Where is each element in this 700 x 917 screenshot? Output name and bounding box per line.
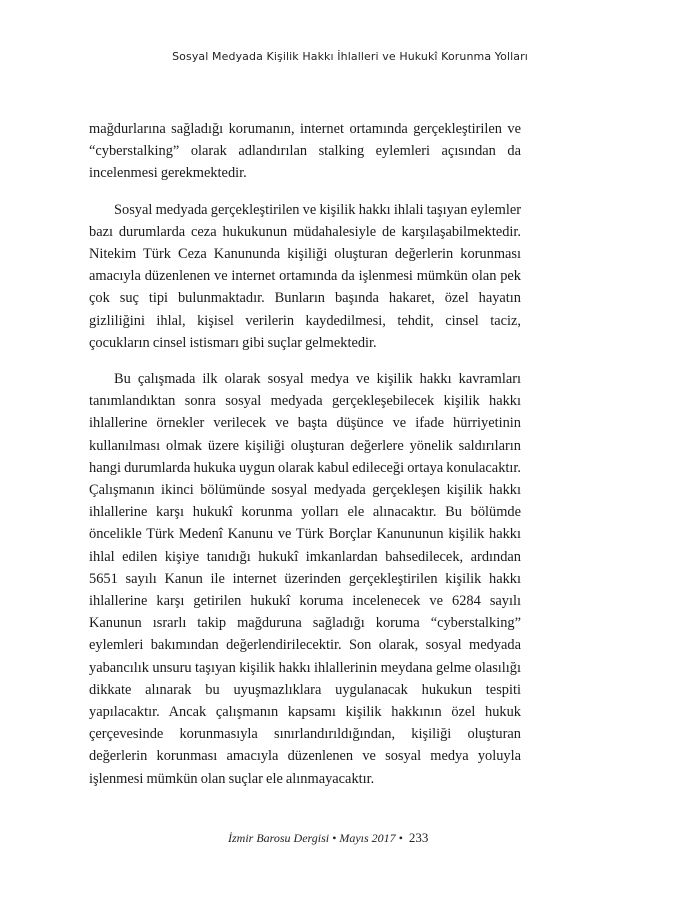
paragraph-study-outline: Bu çalışmada ilk olarak sosyal medya ve kişilik hakkı kavramları tanımlandıktan sonra sosyal medyada gerçekleşebilecek kişilik hakkı ihlallerine örnekler verilecek ve başta düşünce ve ifade hürriyetinin kullanılması olmak üzere kişiliği oluşturan değerlere yönelik saldırıların hangi durumlarda hukuka uygun olarak kabul edileceği ortaya konulacaktır. Çalışmanın ikinci bölümünde sosyal medyada gerçekleşen kişilik hakkı ihlallerine karşı hukukî korunma yolları ele alınacaktır. Bu bölümde öncelikle Türk Medenî Kanunu ve Türk Borçlar Kanununun kişilik hakkı ihlal edilen kişiye tanıdığı hukukî imkanlardan bahsedilecek, ardından 5651 sayılı Kanun ile internet üzerinden gerçekleştirilen kişilik hakkı ihlallerine karşı getirilen hukukî koruma incelenecek ve 6284 sayılı Kanunun ısrarlı takip mağduruna sağladığı koruma “cyberstalking” eylemleri bakımından değerlendirilecektir. Son olarak, sosyal medyada yabancılık unsuru taşıyan kişilik hakkı ihlallerinin meydana gelme olasılığı dikkate alınarak bu uyuşmazlıklara uygulanacak hukukun tespiti yapılacaktır. Ancak çalışmanın kapsamı kişilik hakkının özel hukuk çerçevesinde korunmasıyla sınırlandırıldığından, kişiliği oluşturan değerlerin korunması amacıyla düzenlenen ve sosyal medya yoluyla işlenmesi mümkün olan suçlar ele alınmayacaktır. [89,371,521,787]
paragraph-criminal-law: Sosyal medyada gerçekleştirilen ve kişilik hakkı ihlali taşıyan eylemler bazı durumlarda ceza hukukunun müdahalesiyle de karşılaşabilmektedir. Nitekim Türk Ceza Kanununda kişiliği oluşturan değerlerin korunması amacıyla düzenlenen ve internet ortamında da işlenmesi mümkün olan pek çok suç tipi bulunmaktadır. Bunların başında hakaret, özel hayatın gizliliğini ihlal, kişisel verilerin kaydedilmesi, tehdit, cinsel taciz, çocukların cinsel istismarı gibi suçlar gelmektedir. [89,201,521,351]
body-text [89,118,521,790]
paragraph-continuation: mağdurlarına sağladığı korumanın, internet ortamında gerçekleştirilen ve “cyberstalking” olarak adlandırılan stalking eylemleri açısından da incelenmesi gerekmektedir. [89,121,521,182]
journal-citation: İzmir Barosu Dergisi • Mayıs 2017 • [228,831,403,845]
page-footer [228,830,428,846]
page-number: 233 [408,830,429,845]
running-header: Sosyal Medyada Kişilik Hakkı İhlalleri ve Hukukî Korunma Yolları [172,50,528,63]
